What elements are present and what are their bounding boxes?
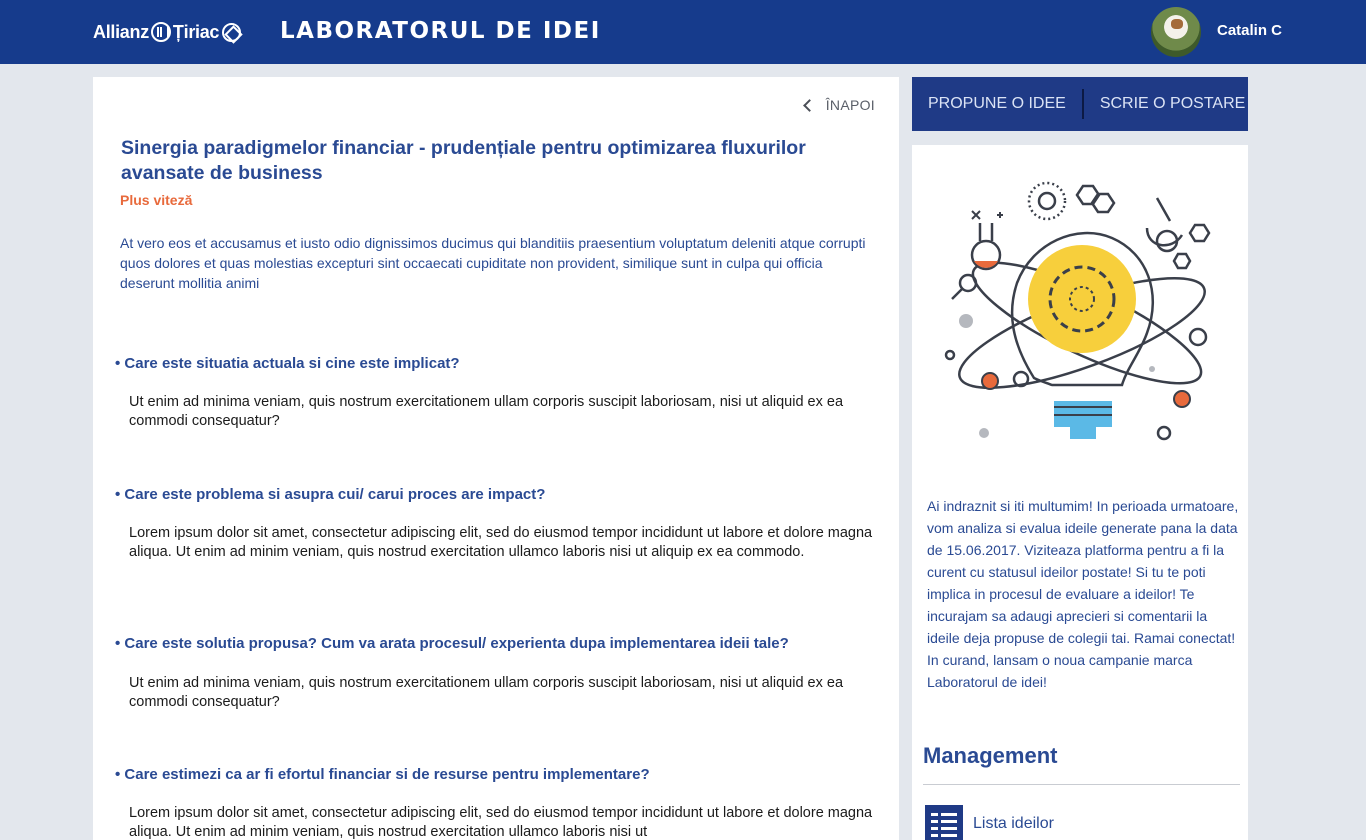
section-question: • Care este situatia actuala si cine este implicat?: [115, 355, 460, 372]
idea-summary: At vero eos et accusamus et iusto odio dignissimos ducimus qui blanditiis praesentium voluptatum deleniti atque corrupti quos dolores et quas molestias excepturi sint occaecati cupiditate non provident, similique sunt in culpa qui officia deserunt mollitia animi: [120, 235, 866, 291]
campaign-info-text: Ai indraznit si iti multumim! In perioada urmatoare, vom analiza si evalua ideile generate pana la data de 15.06.2017. Viziteaza platforma pentru a fi la curent cu statusul ideilor postate! Si tu te poti implica in procesul de evaluare a ideilor! Te incurajam sa adaugi aprecieri si comentarii la ideile deja propuse de colegii tai. Ramai conectat! In curand, lansam o noua campanie marca Laboratorul de idei!: [927, 498, 1239, 690]
section-answer: Ut enim ad minima veniam, quis nostrum exercitationem ullam corporis suscipit laboriosam, nisi ut aliquid ex ea commodi consequatur?: [129, 394, 844, 429]
propose-idea-button[interactable]: PROPUNE O IDEE: [928, 95, 1066, 112]
allianz-eagle-icon: [151, 22, 171, 42]
chevron-left-icon: [803, 99, 816, 112]
sidebar-card: [912, 145, 1248, 840]
brand-tiriac: Țiriac: [172, 21, 220, 42]
user-avatar[interactable]: [1151, 7, 1201, 57]
idea-title: Sinergia paradigmelor financiar - prudențiale pentru optimizarea fluxurilor avansate de business: [121, 137, 806, 184]
section-answer: Ut enim ad minima veniam, quis nostrum exercitationem ullam corporis suscipit laboriosam, nisi ut aliquid ex ea commodi consequatur?: [129, 675, 844, 710]
tiriac-mark-icon: [222, 23, 241, 42]
management-title: Management: [923, 743, 1058, 768]
top-bar: [0, 0, 1366, 64]
back-label: ÎNAPOI: [825, 97, 875, 113]
idea-detail-card: [93, 77, 899, 840]
action-bar: [912, 77, 1248, 131]
section-answer: Lorem ipsum dolor sit amet, consectetur adipiscing elit, sed do eiusmod tempor incididunt ut labore et dolore magna aliqua. Ut enim ad minim veniam, quis nostrud exercitation ullamco laboris nisi ut aliquip ex ea commodo.: [129, 525, 873, 560]
write-post-button[interactable]: SCRIE O POSTARE: [1099, 95, 1246, 112]
section-question: • Care este solutia propusa? Cum va arata procesul/ experienta dupa implementarea ideii tale?: [115, 635, 789, 652]
idea-category: Plus viteză: [120, 192, 193, 208]
user-name[interactable]: Catalin C: [1217, 22, 1283, 39]
app-title[interactable]: LABORATORUL DE IDEI: [280, 18, 601, 44]
section-answer: Lorem ipsum dolor sit amet, consectetur adipiscing elit, sed do eiusmod tempor incididunt ut labore et dolore magna aliqua. Ut enim ad minim veniam, quis nostrud exercitation ullamco laboris nisi ut: [129, 805, 873, 840]
management-divider: [923, 784, 1240, 785]
section-question: • Care este problema si asupra cui/ carui proces are impact?: [115, 486, 546, 503]
section-question: • Care estimezi ca ar fi efortul financiar si de resurse pentru implementare?: [115, 766, 650, 783]
action-divider: [1082, 89, 1084, 119]
idea-lightbulb-illustration: [942, 173, 1222, 453]
brand-allianz: Allianz: [93, 21, 149, 42]
ideas-list-label: Lista ideilor: [973, 815, 1054, 832]
back-button[interactable]: [805, 97, 875, 113]
brand-logo[interactable]: [93, 19, 241, 45]
list-grid-icon: [925, 805, 963, 840]
ideas-list-link[interactable]: [925, 805, 1054, 840]
